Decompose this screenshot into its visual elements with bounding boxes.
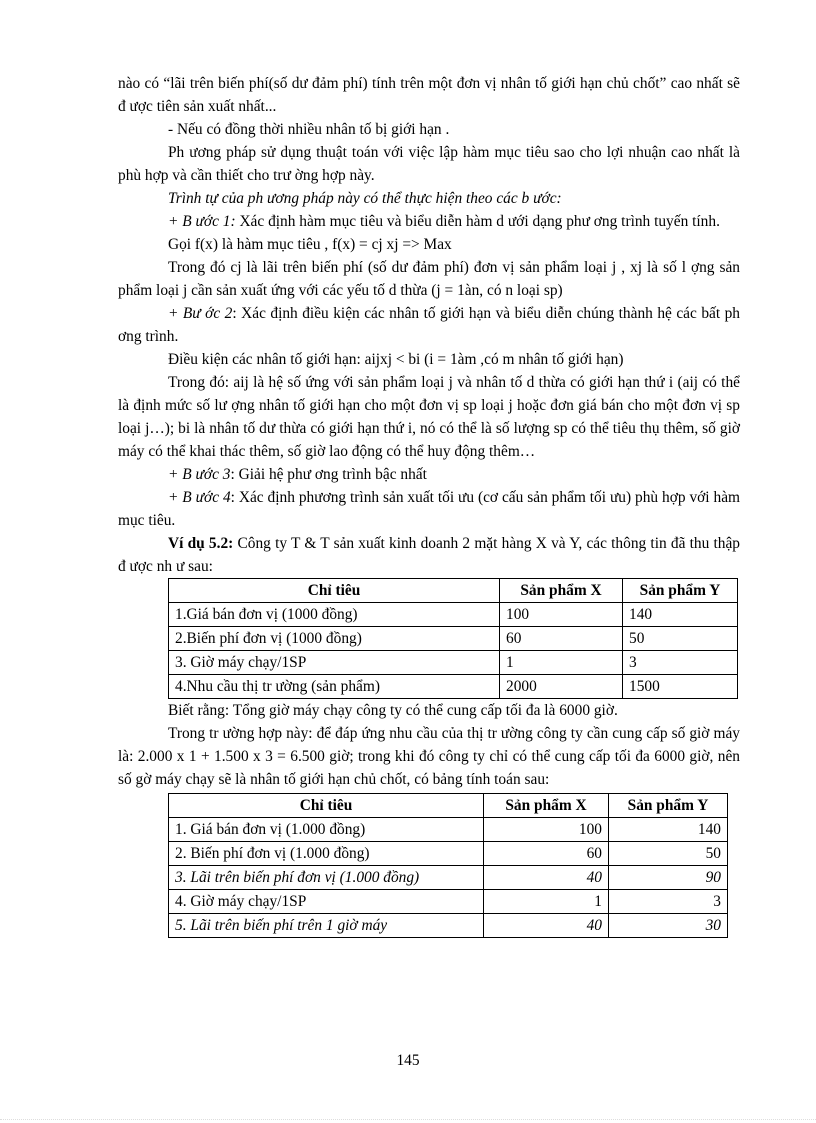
step-2-text: : Xác định điều kiện các nhân tố giới hạn và biểu diễn chúng thành hệ các bất ph ơng trình.	[118, 305, 740, 345]
table-header: Chỉ tiêu	[169, 794, 484, 818]
table-cell: 1	[500, 651, 623, 675]
step-3-text: : Giải hệ phư ơng trình bậc nhất	[230, 466, 427, 483]
example-label: Ví dụ 5.2:	[168, 535, 234, 552]
paragraph-step-2	[118, 302, 740, 348]
table-header: Chỉ tiêu	[169, 579, 500, 603]
table-cell: 3	[623, 651, 738, 675]
table-cell: 1500	[623, 675, 738, 699]
table-cell: 5. Lãi trên biến phí trên 1 giờ máy	[169, 914, 484, 938]
table-cell: 30	[609, 914, 728, 938]
table-cell: 40	[484, 914, 609, 938]
table-row	[169, 866, 728, 890]
table-cell: 4. Giờ máy chạy/1SP	[169, 890, 484, 914]
step-4-text: : Xác định phương trình sản xuất tối ưu (cơ cấu sản phẩm tối ưu) phù hợp với hàm mục tiêu.	[118, 489, 740, 529]
table-row	[169, 651, 738, 675]
table-row	[169, 818, 728, 842]
paragraph-constraint: Điều kiện các nhân tố giới hạn: aijxj < bi (i = 1àm ,có m nhân tố giới hạn)	[168, 351, 624, 368]
paragraph-step-4	[118, 486, 740, 532]
table-header: Sản phẩm Y	[609, 794, 728, 818]
table-row	[169, 890, 728, 914]
table-header: Sản phẩm X	[484, 794, 609, 818]
table-cell: 90	[609, 866, 728, 890]
paragraph-2: - Nếu có đồng thời nhiều nhân tố bị giới hạn .	[168, 121, 450, 138]
table-cell: 1. Giá bán đơn vị (1.000 đồng)	[169, 818, 484, 842]
table-cell: 40	[484, 866, 609, 890]
paragraph-objective-def: Trong đó cj là lãi trên biến phí (số dư đảm phí) đơn vị sản phẩm loại j , xj là số l ợng sản phẩm loại j cần sản xuất ứng với các yếu tố d thừa (j = 1àn, có n loại sp)	[118, 259, 740, 299]
table-row	[169, 842, 728, 866]
table-cell: 3. Giờ máy chạy/1SP	[169, 651, 500, 675]
table-row	[169, 675, 738, 699]
data-table-1	[168, 578, 738, 699]
paragraph-step-3	[118, 463, 740, 486]
page-body	[118, 72, 740, 938]
paragraph-3: Ph ương pháp sử dụng thuật toán với việc lập hàm mục tiêu sao cho lợi nhuận cao nhất là phù hợp và cần thiết cho trư ờng hợp này.	[118, 144, 740, 184]
table-header: Sản phẩm X	[500, 579, 623, 603]
step-4-label: + B ước 4	[168, 489, 231, 506]
table-cell: 2. Biến phí đơn vị (1.000 đồng)	[169, 842, 484, 866]
table-cell: 2000	[500, 675, 623, 699]
table-cell: 1	[484, 890, 609, 914]
table-cell: 1.Giá bán đơn vị (1000 đồng)	[169, 603, 500, 627]
table-cell: 60	[484, 842, 609, 866]
table-cell: 3	[609, 890, 728, 914]
table-cell: 3. Lãi trên biến phí đơn vị (1.000 đồng)	[169, 866, 484, 890]
table-cell: 4.Nhu cầu thị tr ường (sản phẩm)	[169, 675, 500, 699]
paragraph-analysis: Trong tr ường hợp này: để đáp ứng nhu cầu của thị tr ường công ty cần cung cấp số giờ máy là: 2.000 x 1 + 1.500 x 3 = 6.500 giờ; trong khi đó công ty chỉ có thể cung cấp tối đa 6000 giờ, nên số gờ máy chạy sẽ là nhân tố giới hạn chủ chốt, có bảng tính toán sau:	[118, 725, 740, 788]
step-2-label: + Bư ớc 2	[168, 305, 233, 322]
step-1-label: + B ước 1:	[168, 213, 236, 230]
table-row	[169, 914, 728, 938]
table-cell: 60	[500, 627, 623, 651]
data-table-2	[168, 793, 728, 938]
paragraph-constraint-def: Trong đó: aij là hệ số ứng với sản phẩm loại j và nhân tố d thừa có giới hạn thứ i (aij có thể là định mức số lư ợng nhân tố giới hạn cho một đơn vị sp loại j hoặc đơn giá bán cho một đơn vị sp loại j…); bi là nhân tố dư thừa có giới hạn thứ i, nó có thể là số lượng sp có thể tiêu thụ thêm, số giờ máy có thể khai thác thêm, số giờ lao động có thể huy động thêm…	[118, 374, 740, 460]
paragraph-objective: Gọi f(x) là hàm mục tiêu , f(x) = cj xj => Max	[168, 236, 452, 253]
table-cell: 100	[484, 818, 609, 842]
page-bottom-divider	[0, 1119, 816, 1120]
example-text: Công ty T & T sản xuất kinh doanh 2 mặt hàng X và Y, các thông tin đã thu thập đ ược nh ư sau:	[118, 535, 741, 575]
table-header: Sản phẩm Y	[623, 579, 738, 603]
table-cell: 50	[609, 842, 728, 866]
paragraph-step-1	[118, 210, 740, 233]
table-cell: 140	[623, 603, 738, 627]
paragraph-example	[118, 532, 740, 578]
table-row	[169, 603, 738, 627]
table-cell: 140	[609, 818, 728, 842]
paragraph-given: Biết rằng: Tổng giờ máy chạy công ty có thể cung cấp tối đa là 6000 giờ.	[168, 702, 618, 719]
table-header-row	[169, 794, 728, 818]
step-3-label: + B ước 3	[168, 466, 231, 483]
table-cell: 2.Biến phí đơn vị (1000 đồng)	[169, 627, 500, 651]
table-cell: 100	[500, 603, 623, 627]
table-header-row	[169, 579, 738, 603]
page-number: 145	[396, 1052, 420, 1069]
paragraph-steps-intro: Trình tự của ph ương pháp này có thể thực hiện theo các b ước:	[168, 190, 562, 207]
step-1-text: Xác định hàm mục tiêu và biểu diễn hàm d ưới dạng phư ơng trình tuyến tính.	[235, 213, 720, 230]
paragraph-1: nào có “lãi trên biến phí(số dư đảm phí) tính trên một đơn vị nhân tố giới hạn chủ chốt” cao nhất sẽ đ ược tiên sản xuất nhất...	[118, 75, 740, 115]
table-cell: 50	[623, 627, 738, 651]
table-row	[169, 627, 738, 651]
